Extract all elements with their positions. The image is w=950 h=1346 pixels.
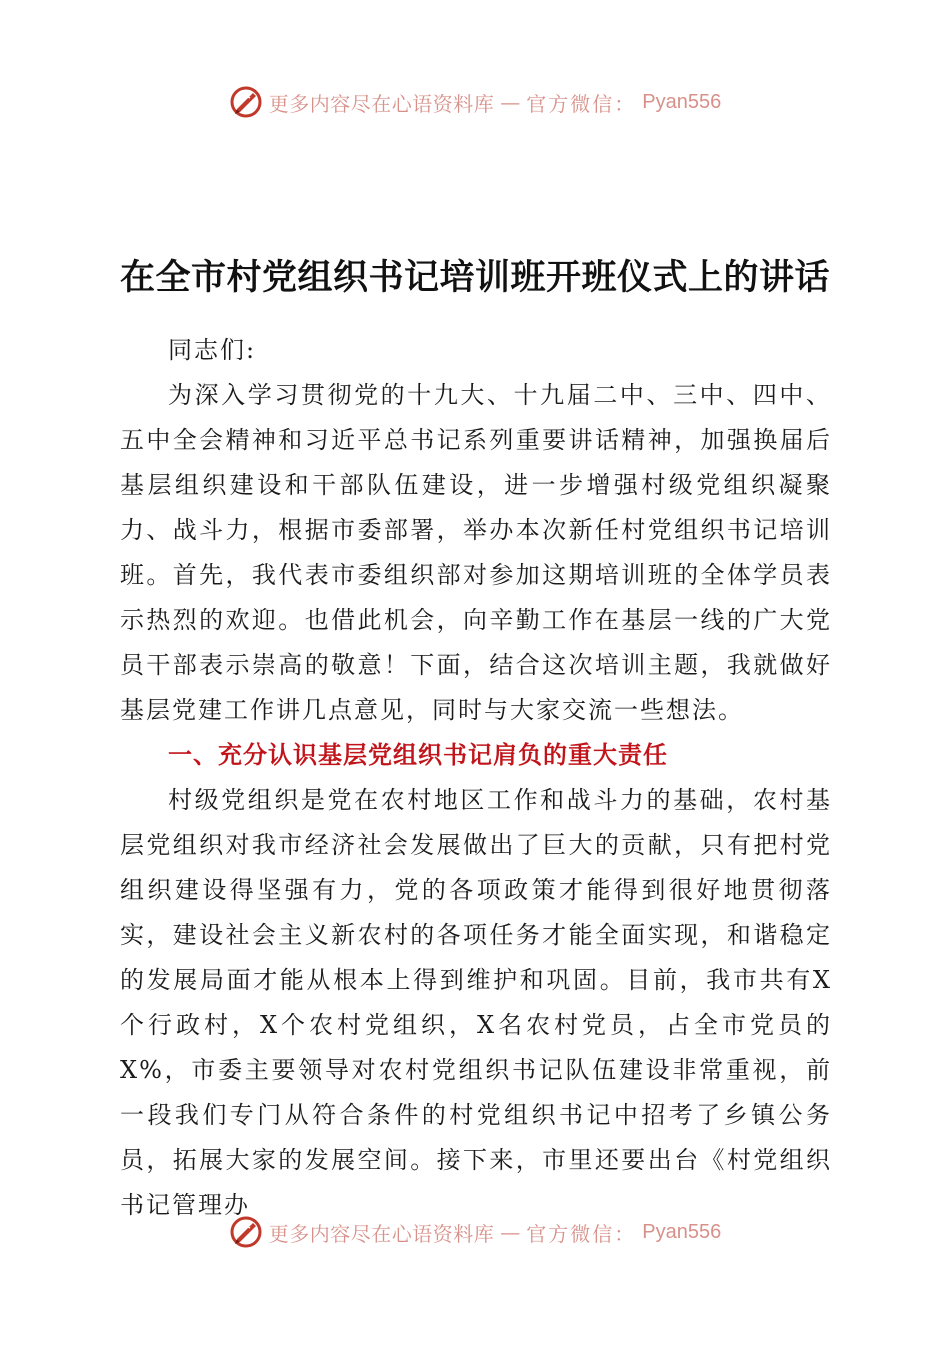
watermark-text: 更多内容尽在心语资料库 [268,1221,495,1246]
pen-logo-icon [229,85,263,119]
document-body [120,328,832,1228]
header-watermark [0,82,950,122]
pen-logo-icon [229,1215,263,1249]
watermark-official-label: 官方微信： [526,91,637,116]
section-heading-1: 一、充分认识基层党组织书记肩负的重大责任 [168,741,668,769]
footer-watermark [0,1212,950,1252]
intro-paragraph: 为深入学习贯彻党的十九大、十九届二中、三中、四中、五中全会精神和习近平总书记系列重要讲话精神，加强换届后基层组织建设和干部队伍建设，进一步增强村级党组织凝聚力、战斗力，根据市委部署，举办本次新任村党组织书记培训班。首先，我代表市委组织部对参加这期培训班的全体学员表示热烈的欢迎。也借此机会，向辛勤工作在基层一线的广大党员干部表示崇高的敬意！下面，结合这次培训主题，我就做好基层党建工作讲几点意见，同时与大家交流一些想法。 [120,381,832,724]
watermark-official-label: 官方微信： [526,1221,637,1246]
section-1-paragraph: 村级党组织是党在农村地区工作和战斗力的基础，农村基层党组织对我市经济社会发展做出了巨大的贡献，只有把村党组织建设得坚强有力，党的各项政策才能得到很好地贯彻落实，建设社会主义新农村的各项任务才能全面实现，和谐稳定的发展局面才能从根本上得到维护和巩固。目前，我市共有X个行政村，X个农村党组织，X名农村党员，占全市党员的X%，市委主要领导对农村党组织书记队伍建设非常重视，前一段我们专门从符合条件的村党组织书记中招考了乡镇公务员，拓展大家的发展空间。接下来，市里还要出台《村党组织书记管理办 [120,786,832,1219]
document-title: 在全市村党组织书记培训班开班仪式上的讲话 [119,257,830,298]
watermark-dash: — [500,90,521,114]
watermark-wechat-id: Pyan556 [642,1220,722,1243]
watermark-dash: — [500,1220,521,1244]
greeting-paragraph: 同志们: [168,336,257,364]
watermark-wechat-id: Pyan556 [642,90,722,113]
watermark-text: 更多内容尽在心语资料库 [268,91,495,116]
